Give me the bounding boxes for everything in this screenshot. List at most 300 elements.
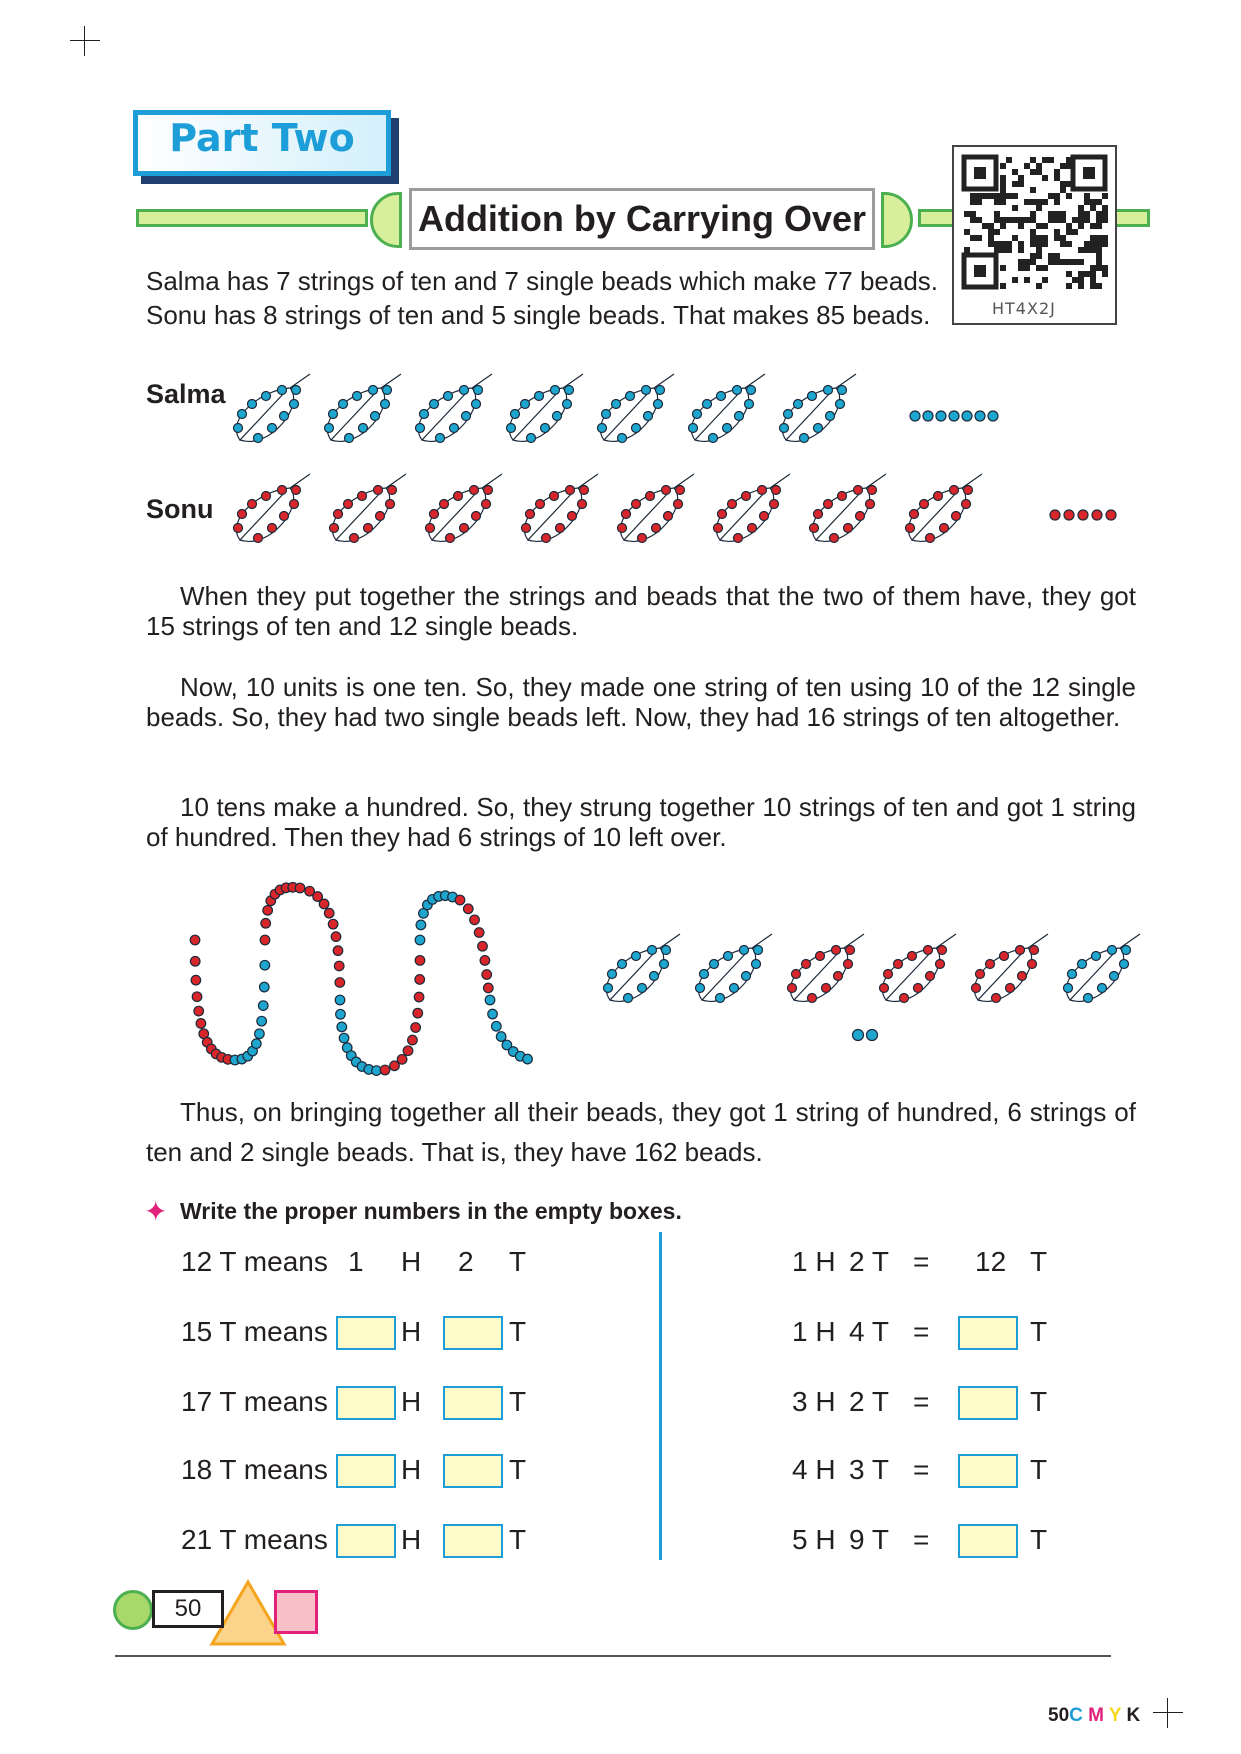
bead — [748, 524, 757, 533]
bead — [292, 486, 301, 495]
hundred-string-bead — [260, 935, 270, 945]
hundred-string-bead — [415, 956, 425, 966]
string-of-ten — [972, 934, 1049, 1003]
qr-module — [1054, 259, 1060, 265]
bead — [810, 524, 819, 533]
left-row-label: 21 T means — [181, 1524, 328, 1555]
bead — [329, 410, 338, 419]
left-row-label: 12 T means — [181, 1246, 328, 1277]
left-row-t-unit: T — [509, 1524, 527, 1555]
qr-module — [1012, 205, 1018, 211]
qr-module — [982, 193, 988, 199]
bead — [248, 500, 257, 509]
right-row-unit: T — [1030, 1246, 1048, 1277]
qr-module — [1096, 211, 1102, 217]
qr-module — [1084, 217, 1090, 223]
single-bead — [853, 1030, 864, 1041]
bead — [838, 492, 847, 501]
right-row-equals: = — [913, 1386, 930, 1417]
bead — [618, 524, 627, 533]
qr-module — [1036, 265, 1042, 271]
tens-answer-input-box[interactable] — [958, 1386, 1018, 1420]
bead — [836, 400, 845, 409]
qr-module — [1000, 241, 1006, 247]
hundred-string-bead — [335, 978, 345, 988]
bead — [511, 410, 520, 419]
bead — [626, 392, 635, 401]
bead — [662, 946, 671, 955]
string-of-ten — [522, 474, 599, 543]
bead — [527, 434, 536, 443]
qr-module — [1018, 181, 1024, 187]
qr-module — [1048, 157, 1054, 163]
qr-module — [1066, 283, 1072, 289]
qr-module — [1066, 157, 1072, 163]
qr-module — [1096, 235, 1102, 241]
qr-module — [1084, 271, 1090, 277]
qr-module — [1042, 199, 1048, 205]
bead — [838, 386, 847, 395]
qr-module — [1078, 277, 1084, 283]
bead — [794, 400, 803, 409]
qr-module — [1066, 193, 1072, 199]
qr-code-pattern — [954, 147, 1115, 297]
left-row-h-unit: H — [401, 1316, 422, 1347]
bead — [358, 492, 367, 501]
bead — [386, 500, 395, 509]
bead — [568, 512, 577, 521]
bead — [280, 412, 289, 421]
bead — [910, 510, 919, 519]
qr-module — [1060, 217, 1066, 223]
bead — [1000, 952, 1009, 961]
qr-module — [1102, 271, 1108, 277]
bead — [906, 524, 915, 533]
hundred-string-bead — [339, 1033, 349, 1043]
bead — [254, 534, 263, 543]
qr-module — [1006, 157, 1012, 163]
right-row-unit: T — [1030, 1316, 1048, 1347]
bead — [770, 500, 779, 509]
bead — [1018, 972, 1027, 981]
hundred-string-bead — [192, 992, 202, 1002]
qr-module — [1102, 205, 1108, 211]
bead — [369, 386, 378, 395]
right-row-tens: 3 T — [849, 1454, 889, 1485]
bead — [292, 386, 301, 395]
hundred-string-bead — [196, 1019, 206, 1029]
bead — [262, 492, 271, 501]
qr-module — [970, 235, 976, 241]
bead — [660, 960, 669, 969]
qr-module — [1054, 235, 1060, 241]
print-mark-m: M — [1088, 1705, 1104, 1726]
bead — [856, 512, 865, 521]
footer-rule — [115, 1655, 1111, 1657]
hundred-string-bead — [415, 935, 425, 945]
bead — [446, 534, 455, 543]
qr-module — [1048, 217, 1054, 223]
string-of-ten — [234, 374, 311, 443]
string-of-ten — [507, 374, 584, 443]
left-row-label: 17 T means — [181, 1386, 328, 1417]
bead — [521, 400, 530, 409]
bead — [950, 486, 959, 495]
bead — [254, 434, 263, 443]
bead — [644, 412, 653, 421]
qr-module — [1024, 277, 1030, 283]
qr-module — [1000, 175, 1006, 181]
qr-module — [1078, 247, 1084, 253]
bead — [742, 972, 751, 981]
right-row-hundreds: 1 H — [792, 1246, 836, 1277]
qr-module — [1066, 241, 1072, 247]
bead — [470, 486, 479, 495]
qr-module — [976, 217, 982, 223]
paragraph-2 — [146, 672, 1136, 732]
left-row-t-unit: T — [509, 1386, 527, 1417]
qr-module — [1030, 211, 1036, 217]
bead — [710, 960, 719, 969]
title-band-right-end — [1112, 209, 1150, 227]
hundreds-input-box[interactable] — [336, 1316, 396, 1350]
hundred-string-bead — [403, 1046, 413, 1056]
bead — [280, 512, 289, 521]
hundreds-input-box[interactable] — [336, 1524, 396, 1558]
bead — [936, 960, 945, 969]
bead — [652, 524, 661, 533]
hundred-string-bead — [455, 895, 465, 905]
bead — [632, 500, 641, 509]
qr-module — [1090, 277, 1096, 283]
qr-module — [1042, 277, 1048, 283]
qr-module — [1042, 241, 1048, 247]
string-of-ten — [416, 374, 493, 443]
bead — [940, 524, 949, 533]
left-row-t-value: 2 — [458, 1246, 474, 1277]
qr-module — [1036, 235, 1042, 241]
salma-label: Salma — [146, 379, 226, 409]
bead — [846, 946, 855, 955]
bead — [376, 512, 385, 521]
bead — [542, 534, 551, 543]
bead — [696, 984, 705, 993]
qr-module — [1042, 265, 1048, 271]
qr-module — [994, 199, 1000, 205]
bead — [353, 392, 362, 401]
bead — [638, 534, 647, 543]
qr-module — [1102, 211, 1108, 217]
qr-module — [1036, 169, 1042, 175]
bead — [844, 960, 853, 969]
bead — [330, 524, 339, 533]
left-row-label: 15 T means — [181, 1316, 328, 1347]
hundreds-input-box[interactable] — [336, 1386, 396, 1420]
print-mark-c: C — [1069, 1705, 1083, 1726]
qr-module — [1054, 169, 1060, 175]
tens-input-box[interactable] — [443, 1316, 503, 1350]
qr-module — [1072, 259, 1078, 265]
bead — [654, 400, 663, 409]
right-row-tens: 2 T — [849, 1386, 889, 1417]
qr-module — [1036, 241, 1042, 247]
qr-module — [1084, 241, 1090, 247]
qr-module — [1102, 193, 1108, 199]
paragraph-1 — [146, 581, 1136, 641]
bead — [814, 510, 823, 519]
qr-module — [1000, 199, 1006, 205]
single-bead — [975, 411, 985, 421]
right-row-hundreds: 1 H — [792, 1316, 836, 1347]
hundred-string-bead — [397, 1055, 407, 1065]
qr-module — [1066, 229, 1072, 235]
bead — [290, 400, 299, 409]
paragraph-3-text: 10 tens make a hundred. So, they strung together 10 strings of ten and got 1 string of hundred. Then they had 6 strings of 10 left over. — [146, 792, 1136, 852]
bead — [444, 392, 453, 401]
intro-line-1: Salma has 7 strings of ten and 7 single beads which make 77 beads. — [146, 266, 939, 296]
single-bead — [910, 411, 920, 421]
qr-module — [1006, 241, 1012, 247]
bead — [1064, 984, 1073, 993]
qr-module — [1036, 205, 1042, 211]
bead — [618, 434, 627, 443]
qr-module — [1096, 283, 1102, 289]
bead — [689, 424, 698, 433]
qr-module — [1018, 265, 1024, 271]
bead — [612, 400, 621, 409]
qr-module — [994, 229, 1000, 235]
qr-code[interactable] — [952, 145, 1117, 325]
qr-module — [1030, 199, 1036, 205]
qr-module — [964, 211, 970, 217]
hundred-string-bead — [337, 1022, 347, 1032]
bead — [716, 994, 725, 1003]
left-row-h-value: 1 — [348, 1246, 364, 1277]
single-bead — [1050, 510, 1060, 520]
bead — [674, 500, 683, 509]
qr-module — [1096, 223, 1102, 229]
hundred-string-bead — [261, 918, 271, 928]
qr-module — [1084, 199, 1090, 205]
qr-module — [1036, 253, 1042, 259]
bead — [834, 972, 843, 981]
hundred-string-bead — [190, 935, 200, 945]
bead — [578, 500, 587, 509]
print-mark-y: Y — [1108, 1705, 1122, 1726]
qr-module — [1066, 163, 1072, 169]
bead — [638, 984, 647, 993]
bead — [650, 972, 659, 981]
qr-module — [1018, 175, 1024, 181]
qr-module — [1078, 211, 1084, 217]
qr-module — [1000, 181, 1006, 187]
bead — [703, 400, 712, 409]
bead — [718, 510, 727, 519]
hundred-string-bead — [416, 920, 426, 930]
qr-module — [1054, 253, 1060, 259]
bead — [1068, 970, 1077, 979]
hundreds-input-box[interactable] — [336, 1454, 396, 1488]
string-of-ten — [426, 474, 503, 543]
bead — [808, 392, 817, 401]
qr-module — [1060, 211, 1066, 217]
right-row-equals: = — [913, 1246, 930, 1277]
right-row-tens: 2 T — [849, 1246, 889, 1277]
qr-module — [1048, 211, 1054, 217]
hundred-string-bead — [414, 992, 424, 1002]
paragraph-2-text: Now, 10 units is one ten. So, they made one string of ten using 10 of the 12 single beads. So, they had two single beads left. Now, they had 16 strings of ten altogether. — [146, 672, 1136, 732]
qr-module — [1036, 223, 1042, 229]
bead — [507, 424, 516, 433]
bead — [430, 400, 439, 409]
tens-input-box[interactable] — [443, 1524, 503, 1558]
bead — [556, 524, 565, 533]
bead — [964, 486, 973, 495]
string-of-ten — [689, 374, 766, 443]
bead — [1084, 994, 1093, 1003]
bead — [248, 400, 257, 409]
print-marks — [1048, 1705, 1140, 1727]
tens-answer-input-box[interactable] — [958, 1454, 1018, 1488]
bead — [598, 424, 607, 433]
bead — [780, 424, 789, 433]
bead — [752, 960, 761, 969]
bead — [602, 410, 611, 419]
bead — [1006, 984, 1015, 993]
bead — [374, 486, 383, 495]
qr-module — [1018, 241, 1024, 247]
bead — [830, 534, 839, 543]
tens-input-box[interactable] — [443, 1454, 503, 1488]
print-mark-k: K — [1126, 1705, 1141, 1726]
bead — [800, 434, 809, 443]
qr-module — [1036, 163, 1042, 169]
bead — [714, 524, 723, 533]
right-row-unit: T — [1030, 1386, 1048, 1417]
bead — [460, 524, 469, 533]
title-band-left — [136, 209, 368, 227]
qr-module — [1096, 253, 1102, 259]
qr-module — [1084, 211, 1090, 217]
bead — [814, 424, 823, 433]
qr-module — [1084, 193, 1090, 199]
string-of-ten — [325, 374, 402, 443]
hundred-string-bead — [380, 1065, 390, 1075]
qr-module — [1036, 283, 1042, 289]
left-row-h-unit: H — [401, 1454, 422, 1485]
bead — [772, 486, 781, 495]
bead — [234, 424, 243, 433]
qr-module — [976, 199, 982, 205]
hundred-string-bead — [260, 960, 270, 970]
hundred-string-bead — [335, 995, 345, 1005]
bead — [550, 492, 559, 501]
qr-module — [1054, 193, 1060, 199]
bead — [1108, 946, 1117, 955]
bead — [734, 534, 743, 543]
paragraph-1-text: When they put together the strings and beads that the two of them have, they got 15 strings of ten and 12 single beads. — [146, 581, 1136, 641]
qr-module — [970, 211, 976, 217]
single-bead — [962, 411, 972, 421]
footer-square — [274, 1590, 318, 1634]
qr-module — [1048, 193, 1054, 199]
hundred-string-bead — [336, 1009, 346, 1019]
bead — [986, 960, 995, 969]
bead — [440, 500, 449, 509]
qr-module — [1006, 247, 1012, 253]
single-bead — [867, 1030, 878, 1041]
left-row-label: 18 T means — [181, 1454, 328, 1485]
hundred-string-bead — [496, 1032, 506, 1042]
tens-input-box[interactable] — [443, 1386, 503, 1420]
tens-answer-input-box[interactable] — [958, 1316, 1018, 1350]
qr-module — [1006, 193, 1012, 199]
single-bead — [949, 411, 959, 421]
string-of-ten — [1064, 934, 1141, 1003]
bead — [740, 946, 749, 955]
qr-module — [1030, 187, 1036, 193]
qr-module — [1018, 259, 1024, 265]
qr-module — [1030, 259, 1036, 265]
right-row-hundreds: 3 H — [792, 1386, 836, 1417]
qr-module — [1072, 277, 1078, 283]
bead — [278, 486, 287, 495]
qr-module — [976, 193, 982, 199]
bead — [1016, 946, 1025, 955]
bead — [926, 534, 935, 543]
hundred-string-bead — [488, 1009, 498, 1019]
qr-module — [1006, 217, 1012, 223]
qr-module — [1000, 283, 1006, 289]
right-row-equals: = — [913, 1454, 930, 1485]
qr-module — [1102, 265, 1108, 271]
bead — [676, 486, 685, 495]
bead-illustration-rows — [230, 360, 1230, 580]
bead — [760, 512, 769, 521]
bead — [1110, 972, 1119, 981]
qr-module — [1012, 217, 1018, 223]
tens-answer-input-box[interactable] — [958, 1524, 1018, 1558]
bead — [826, 412, 835, 421]
qr-module — [1042, 175, 1048, 181]
qr-module — [1048, 259, 1054, 265]
qr-module — [970, 217, 976, 223]
hundred-string-bead — [334, 961, 344, 971]
qr-module — [976, 235, 982, 241]
qr-module — [1066, 259, 1072, 265]
bead — [642, 386, 651, 395]
qr-module — [1030, 217, 1036, 223]
bead — [1122, 946, 1131, 955]
bead — [938, 946, 947, 955]
bead — [733, 386, 742, 395]
left-row-h-unit: H — [401, 1524, 422, 1555]
string-of-ten — [618, 474, 695, 543]
right-row-unit: T — [1030, 1454, 1048, 1485]
qr-module — [1060, 163, 1066, 169]
bead — [976, 970, 985, 979]
qr-module — [1090, 283, 1096, 289]
bead — [416, 424, 425, 433]
bead — [730, 984, 739, 993]
bead — [747, 386, 756, 395]
string-of-ten — [714, 474, 791, 543]
bead — [808, 994, 817, 1003]
star-bullet-icon: ✦ — [144, 1195, 168, 1228]
hundred-string-bead — [333, 946, 343, 956]
bead — [344, 500, 353, 509]
right-row-tens: 9 T — [849, 1524, 889, 1555]
